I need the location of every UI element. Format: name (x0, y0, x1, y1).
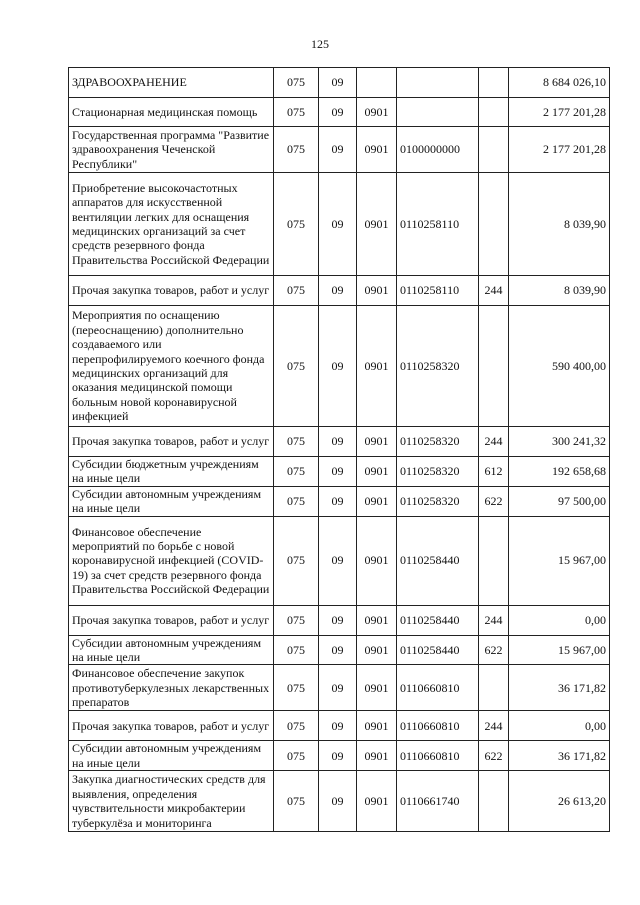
table-row (69, 605, 610, 635)
row-target-code: 0110660810 (397, 665, 479, 711)
row-expense-type (479, 98, 509, 127)
row-subsection-code: 0901 (357, 276, 397, 306)
row-subsection-code: 0901 (357, 711, 397, 741)
row-name: Финансовое обеспечение закупок противотуберкулезных лекарственных препаратов (69, 665, 274, 711)
row-target-code (397, 68, 479, 98)
row-expense-type (479, 306, 509, 427)
row-amount: 26 613,20 (509, 771, 610, 832)
row-name: Закупка диагностических средств для выявления, определения чувствительности микробактерии туберкулёза и мониторинга (69, 771, 274, 832)
row-target-code: 0110258440 (397, 635, 479, 665)
row-amount: 0,00 (509, 711, 610, 741)
row-amount: 36 171,82 (509, 741, 610, 771)
row-ministry-code: 075 (274, 516, 319, 605)
row-subsection-code: 0901 (357, 605, 397, 635)
table-row (69, 98, 610, 127)
row-ministry-code: 075 (274, 98, 319, 127)
row-ministry-code: 075 (274, 605, 319, 635)
row-target-code: 0110258110 (397, 173, 479, 276)
row-section-code: 09 (319, 516, 357, 605)
row-name: Приобретение высокочастотных аппаратов для искусственной вентиляции легких для оснащения медицинских организаций за счет средств резервного фонда Правительства Российской Федерации (69, 173, 274, 276)
row-expense-type (479, 68, 509, 98)
row-section-code: 09 (319, 173, 357, 276)
row-target-code: 0100000000 (397, 127, 479, 173)
row-name: Прочая закупка товаров, работ и услуг (69, 427, 274, 457)
budget-table (68, 67, 610, 832)
table-row (69, 486, 610, 516)
row-section-code: 09 (319, 457, 357, 487)
row-section-code: 09 (319, 771, 357, 832)
row-amount: 97 500,00 (509, 486, 610, 516)
row-name: Прочая закупка товаров, работ и услуг (69, 711, 274, 741)
row-amount: 15 967,00 (509, 635, 610, 665)
row-name: Субсидии автономным учреждениям на иные цели (69, 741, 274, 771)
row-target-code: 0110258320 (397, 457, 479, 487)
row-section-code: 09 (319, 98, 357, 127)
row-name: Финансовое обеспечение мероприятий по борьбе с новой коронавирусной инфекцией (COVID-19) за счет средств резервного фонда Правительства Российской Федерации (69, 516, 274, 605)
row-target-code: 0110258440 (397, 605, 479, 635)
row-amount: 0,00 (509, 605, 610, 635)
table-row (69, 457, 610, 487)
row-amount: 8 039,90 (509, 173, 610, 276)
row-subsection-code: 0901 (357, 635, 397, 665)
row-target-code: 0110258320 (397, 427, 479, 457)
row-name: ЗДРАВООХРАНЕНИЕ (69, 68, 274, 98)
row-subsection-code: 0901 (357, 486, 397, 516)
row-section-code: 09 (319, 276, 357, 306)
table-row (69, 665, 610, 711)
row-amount: 36 171,82 (509, 665, 610, 711)
row-expense-type: 244 (479, 276, 509, 306)
table-row (69, 276, 610, 306)
table-row (69, 741, 610, 771)
row-ministry-code: 075 (274, 306, 319, 427)
row-expense-type: 622 (479, 741, 509, 771)
row-name: Субсидии автономным учреждениям на иные цели (69, 635, 274, 665)
row-section-code: 09 (319, 427, 357, 457)
row-expense-type (479, 127, 509, 173)
row-ministry-code: 075 (274, 741, 319, 771)
row-amount: 300 241,32 (509, 427, 610, 457)
row-subsection-code: 0901 (357, 516, 397, 605)
row-subsection-code: 0901 (357, 98, 397, 127)
table-row (69, 635, 610, 665)
row-section-code: 09 (319, 486, 357, 516)
table-row (69, 306, 610, 427)
row-subsection-code: 0901 (357, 665, 397, 711)
row-target-code: 0110660810 (397, 711, 479, 741)
row-amount: 590 400,00 (509, 306, 610, 427)
row-ministry-code: 075 (274, 771, 319, 832)
row-ministry-code: 075 (274, 665, 319, 711)
row-ministry-code: 075 (274, 173, 319, 276)
row-name: Прочая закупка товаров, работ и услуг (69, 605, 274, 635)
row-ministry-code: 075 (274, 427, 319, 457)
row-expense-type (479, 665, 509, 711)
row-section-code: 09 (319, 711, 357, 741)
row-subsection-code: 0901 (357, 771, 397, 832)
row-amount: 2 177 201,28 (509, 127, 610, 173)
row-amount: 2 177 201,28 (509, 98, 610, 127)
row-amount: 8 684 026,10 (509, 68, 610, 98)
row-ministry-code: 075 (274, 457, 319, 487)
row-subsection-code: 0901 (357, 127, 397, 173)
row-target-code: 0110661740 (397, 771, 479, 832)
row-expense-type: 244 (479, 605, 509, 635)
row-ministry-code: 075 (274, 711, 319, 741)
row-name: Мероприятия по оснащению (переоснащению) дополнительно создаваемого или перепрофилируемого коечного фонда медицинских организаций для оказания медицинской помощи больным новой коронавирусной инфекцией (69, 306, 274, 427)
row-ministry-code: 075 (274, 276, 319, 306)
row-expense-type: 622 (479, 635, 509, 665)
row-expense-type (479, 173, 509, 276)
row-section-code: 09 (319, 741, 357, 771)
row-section-code: 09 (319, 665, 357, 711)
row-ministry-code: 075 (274, 635, 319, 665)
table-row (69, 173, 610, 276)
row-target-code: 0110258110 (397, 276, 479, 306)
row-subsection-code (357, 68, 397, 98)
row-expense-type (479, 516, 509, 605)
row-section-code: 09 (319, 68, 357, 98)
row-name: Субсидии автономным учреждениям на иные цели (69, 486, 274, 516)
row-target-code: 0110258440 (397, 516, 479, 605)
row-section-code: 09 (319, 635, 357, 665)
table-row (69, 516, 610, 605)
row-ministry-code: 075 (274, 68, 319, 98)
row-name: Субсидии бюджетным учреждениям на иные цели (69, 457, 274, 487)
row-expense-type (479, 771, 509, 832)
row-subsection-code: 0901 (357, 427, 397, 457)
page-number: 125 (311, 37, 329, 51)
row-target-code (397, 98, 479, 127)
row-name: Государственная программа "Развитие здравоохранения Чеченской Республики" (69, 127, 274, 173)
table-row (69, 771, 610, 832)
row-expense-type: 244 (479, 711, 509, 741)
row-expense-type: 244 (479, 427, 509, 457)
row-amount: 15 967,00 (509, 516, 610, 605)
row-subsection-code: 0901 (357, 741, 397, 771)
row-expense-type: 612 (479, 457, 509, 487)
row-amount: 192 658,68 (509, 457, 610, 487)
row-amount: 8 039,90 (509, 276, 610, 306)
table-row (69, 711, 610, 741)
row-ministry-code: 075 (274, 127, 319, 173)
table-row (69, 68, 610, 98)
row-section-code: 09 (319, 127, 357, 173)
row-target-code: 0110258320 (397, 306, 479, 427)
row-name: Прочая закупка товаров, работ и услуг (69, 276, 274, 306)
row-name: Стационарная медицинская помощь (69, 98, 274, 127)
row-expense-type: 622 (479, 486, 509, 516)
table-row (69, 427, 610, 457)
row-subsection-code: 0901 (357, 306, 397, 427)
row-section-code: 09 (319, 306, 357, 427)
row-target-code: 0110660810 (397, 741, 479, 771)
row-subsection-code: 0901 (357, 173, 397, 276)
table-row (69, 127, 610, 173)
row-ministry-code: 075 (274, 486, 319, 516)
row-target-code: 0110258320 (397, 486, 479, 516)
row-subsection-code: 0901 (357, 457, 397, 487)
row-section-code: 09 (319, 605, 357, 635)
